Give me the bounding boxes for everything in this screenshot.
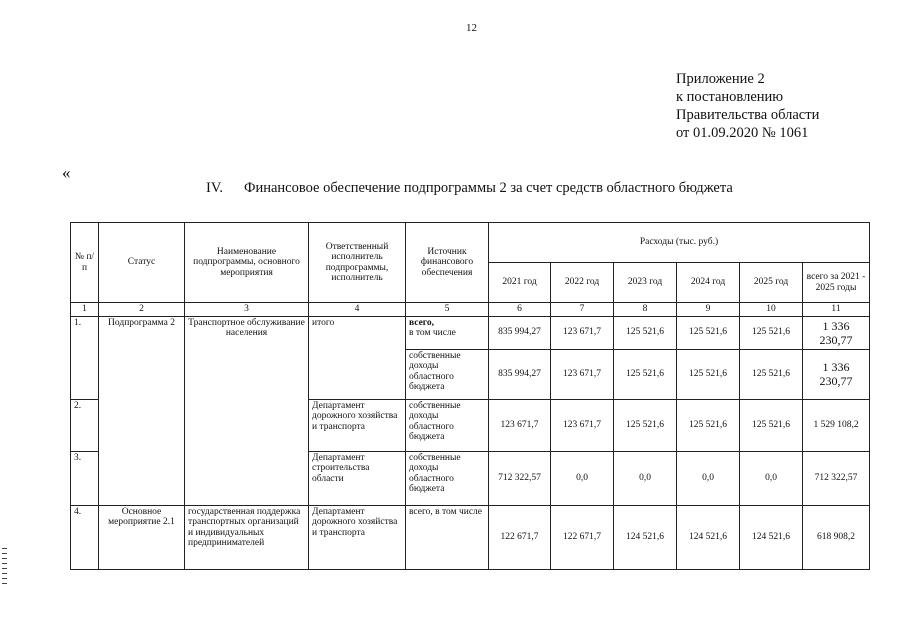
header-expenses: Расходы (тыс. руб.) — [489, 223, 870, 263]
table-row — [71, 505, 870, 569]
row-status: Основное мероприятие 2.1 — [99, 505, 185, 569]
annex-line-2: к постановлению — [676, 89, 784, 105]
cell-2021: 122 671,7 — [489, 505, 551, 569]
column-index: 1 — [71, 303, 99, 317]
cell-2023: 125 521,6 — [614, 399, 677, 451]
header-2023: 2023 год — [614, 263, 677, 303]
row-num: 3. — [71, 451, 99, 505]
cell-2022: 123 671,7 — [551, 316, 614, 349]
cell-2021: 835 994,27 — [489, 349, 551, 399]
column-index: 8 — [614, 303, 677, 317]
section-title-text: Финансовое обеспечение подпрограммы 2 за счет средств областного бюджета — [244, 180, 733, 196]
cell-2025: 125 521,6 — [740, 316, 803, 349]
cell-2022: 123 671,7 — [551, 399, 614, 451]
column-index: 10 — [740, 303, 803, 317]
header-num: № п/п — [71, 223, 99, 303]
cell-2023: 0,0 — [614, 451, 677, 505]
row-name: Транспортное обслуживание населения — [185, 316, 309, 505]
cell-total: 1 336 230,77 — [803, 349, 870, 399]
opening-quote: « — [62, 163, 71, 182]
row-responsible: Департамент строительства области — [309, 451, 406, 505]
header-2022: 2022 год — [551, 263, 614, 303]
header-2021: 2021 год — [489, 263, 551, 303]
row-source: собственные доходы областного бюджета — [406, 451, 489, 505]
annex-block — [676, 70, 819, 142]
header-2024: 2024 год — [677, 263, 740, 303]
column-index: 5 — [406, 303, 489, 317]
column-index: 6 — [489, 303, 551, 317]
row-source: всего, в том числе — [406, 505, 489, 569]
cell-2021: 712 322,57 — [489, 451, 551, 505]
financing-table — [70, 222, 870, 570]
cell-2023: 125 521,6 — [614, 349, 677, 399]
row-num: 2. — [71, 399, 99, 451]
row-source: собственные доходы областного бюджета — [406, 399, 489, 451]
row-status: Подпрограмма 2 — [99, 316, 185, 505]
page-number: 12 — [466, 22, 477, 34]
cell-2025: 125 521,6 — [740, 399, 803, 451]
cell-2023: 124 521,6 — [614, 505, 677, 569]
cell-2025: 0,0 — [740, 451, 803, 505]
row-responsible: Департамент дорожного хозяйства и транспорта — [309, 505, 406, 569]
row-num: 4. — [71, 505, 99, 569]
header-responsible: Ответственный исполнитель подпрограммы, исполнитель — [309, 223, 406, 303]
header-2025: 2025 год — [740, 263, 803, 303]
column-index-row — [71, 303, 870, 317]
column-index: 4 — [309, 303, 406, 317]
cell-2022: 122 671,7 — [551, 505, 614, 569]
header-row-1 — [71, 223, 870, 263]
cell-total: 1 336 230,77 — [803, 316, 870, 349]
cell-2024: 125 521,6 — [677, 399, 740, 451]
cell-total: 1 529 108,2 — [803, 399, 870, 451]
cell-2023: 125 521,6 — [614, 316, 677, 349]
cell-2024: 0,0 — [677, 451, 740, 505]
cell-total: 712 322,57 — [803, 451, 870, 505]
header-status: Статус — [99, 223, 185, 303]
cell-2022: 0,0 — [551, 451, 614, 505]
annex-line-3: Правительства области — [676, 107, 820, 123]
column-index: 11 — [803, 303, 870, 317]
row-source: собственные доходы областного бюджета — [406, 349, 489, 399]
header-total: всего за 2021 - 2025 годы — [803, 263, 870, 303]
cell-2024: 124 521,6 — [677, 505, 740, 569]
row-responsible: Департамент дорожного хозяйства и транспорта — [309, 399, 406, 451]
row-name: государственная поддержка транспортных организаций и индивидуальных предпринимателей — [185, 505, 309, 569]
column-index: 2 — [99, 303, 185, 317]
annex-line-1: Приложение 2 — [676, 71, 765, 87]
cell-2025: 125 521,6 — [740, 349, 803, 399]
row-responsible: итого — [309, 316, 406, 399]
cell-2021: 123 671,7 — [489, 399, 551, 451]
column-index: 7 — [551, 303, 614, 317]
section-title — [206, 180, 733, 197]
cell-2021: 835 994,27 — [489, 316, 551, 349]
source-incl-label: в том числе — [409, 328, 456, 338]
row-num: 1. — [71, 316, 99, 399]
column-index: 3 — [185, 303, 309, 317]
scan-margin-marks — [2, 548, 7, 586]
header-source: Источник финансового обеспечения — [406, 223, 489, 303]
cell-total: 618 908,2 — [803, 505, 870, 569]
row-source — [406, 316, 489, 349]
section-number: IV. — [206, 180, 224, 196]
cell-2025: 124 521,6 — [740, 505, 803, 569]
cell-2022: 123 671,7 — [551, 349, 614, 399]
column-index: 9 — [677, 303, 740, 317]
cell-2024: 125 521,6 — [677, 316, 740, 349]
header-name: Наименование подпрограммы, основного мероприятия — [185, 223, 309, 303]
table-row — [71, 316, 870, 349]
annex-line-4: от 01.09.2020 № 1061 — [676, 125, 809, 141]
cell-2024: 125 521,6 — [677, 349, 740, 399]
source-total-label: всего, — [409, 317, 434, 328]
